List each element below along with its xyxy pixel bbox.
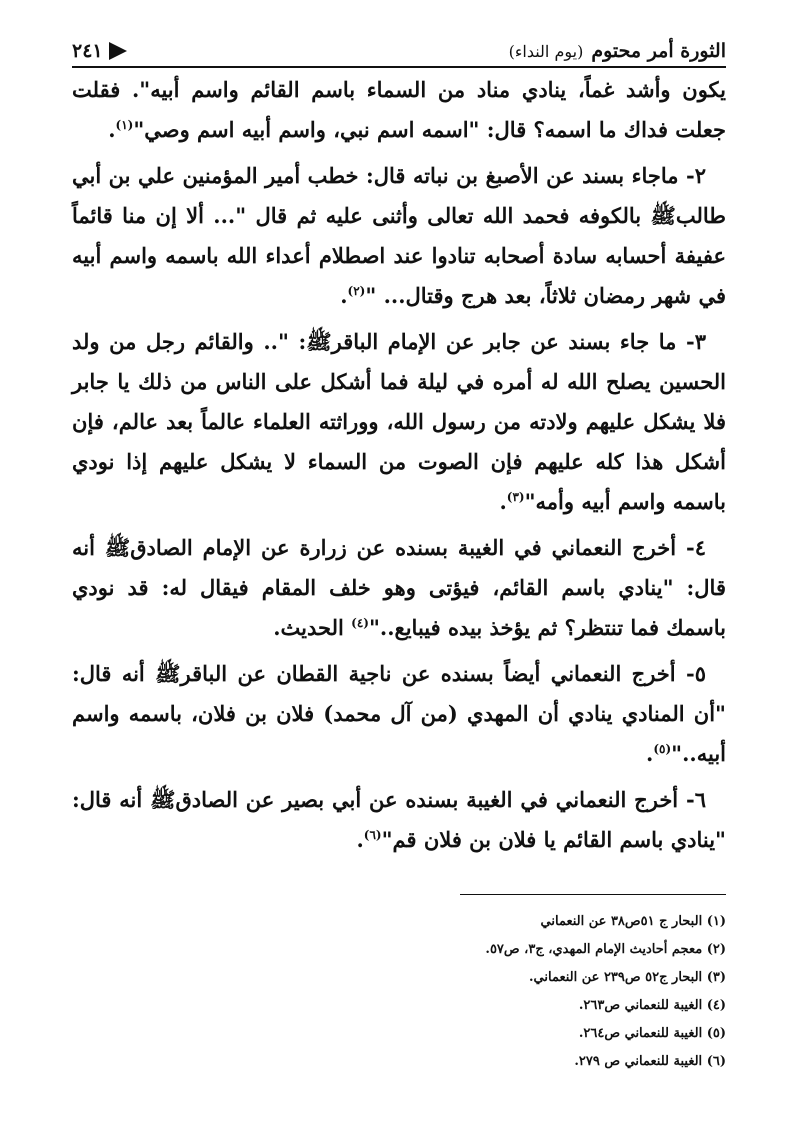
footnote-item: (٦) الغيبة للنعماني ص ٢٧٩. xyxy=(574,1054,726,1069)
paragraph-2 xyxy=(72,156,726,316)
footnote-item: (٣) البحار ج٥٢ ص٢٣٩ عن النعماني. xyxy=(529,970,726,985)
footnote-ref[interactable]: (٥) xyxy=(653,742,672,756)
paragraph-tail: . xyxy=(108,117,116,142)
footnote-ref[interactable]: (٦) xyxy=(363,828,382,842)
footnote-ref[interactable]: (١) xyxy=(115,118,134,132)
footnote-item: (٢) معجم أحاديث الإمام المهدي، ج٣، ص٥٧. xyxy=(485,942,726,957)
chevron-marker-icon xyxy=(109,42,127,60)
running-header xyxy=(72,28,726,68)
paragraph-text: ٣- ما جاء بسند عن جابر عن الإمام الباقرﷺ: ".. والقائم رجل من ولد الحسين يصلح الله له أمره في ليلة فما أشكل على الناس من ذلك يا جابر فلا يشكل عليهم ولادته من رسول الله، ووراثته العلماء عالماً بعد عالم، فإن أشكل هذا كله عليهم فإن الصوت من السماء لا يشكل عليهم إذا نودي باسمه واسم أبيه وأمه" xyxy=(72,329,726,514)
header-title: الثورة أمر محتوم xyxy=(591,40,726,62)
paragraph-text: ٥- أخرج النعماني أيضاً بسنده عن ناجية القطان عن الباقرﷺ أنه قال: "أن المنادي ينادي أن المهدي (من آل محمد) فلان بن فلان، باسمه واسم أبيه.." xyxy=(72,661,726,766)
paragraph-6 xyxy=(72,780,726,860)
paragraph-tail: . xyxy=(646,741,654,766)
footnote-item: (١) البحار ج ٥١ص٣٨ عن النعماني xyxy=(540,914,726,929)
footnote-item: (٤) الغيبة للنعماني ص٢٦٣. xyxy=(578,998,726,1013)
paragraph-text: يكون وأشد غماً، ينادي مناد من السماء باسم القائم واسم أبيه". فقلت جعلت فداك ما اسمه؟ قال: "اسمه اسم نبي، واسم أبيه اسم وصي" xyxy=(72,77,726,142)
header-title-group xyxy=(509,40,726,62)
paragraph-text: ٦- أخرج النعماني في الغيبة بسنده عن أبي بصير عن الصادقﷺ أنه قال: "ينادي باسم القائم يا فلان بن فلان قم" xyxy=(72,787,726,852)
paragraph-tail: . xyxy=(356,827,364,852)
footnote-divider xyxy=(460,894,726,895)
page-number-group xyxy=(72,40,127,62)
header-subtitle: (يوم النداء) xyxy=(508,41,584,61)
footnotes-list xyxy=(166,908,726,1076)
paragraph-5 xyxy=(72,654,726,774)
footnote-ref[interactable]: (٢) xyxy=(347,284,366,298)
paragraph-text: ٢- ماجاء بسند عن الأصبغ بن نباته قال: خطب أمير المؤمنين علي بن أبي طالبﷺ بالكوفه فحمد الله تعالى وأثنى عليه ثم قال "... ألا إن منا قائماً عفيفة أحسابه سادة أصحابه تنادوا عند اصطلام أعداء الله باسمه واسم أبيه في شهر رمضان ثلاثاً، بعد هرج وقتال... " xyxy=(72,163,726,308)
page-number: ٢٤١ xyxy=(72,40,103,62)
paragraph-3 xyxy=(72,322,726,522)
paragraph-tail: . xyxy=(340,283,348,308)
paragraph-tail: . xyxy=(499,489,507,514)
footnote-ref[interactable]: (٣) xyxy=(506,490,525,504)
paragraph-tail: الحديث. xyxy=(273,615,352,640)
paragraph-4 xyxy=(72,528,726,648)
paragraph-text: ٤- أخرج النعماني في الغيبة بسنده عن زرارة عن الإمام الصادقﷺ أنه قال: "ينادي باسم القائم، فيؤتى وهو خلف المقام فيقال له: قد نودي باسمك فما تنتظر؟ ثم يؤخذ بيده فيبايع.." xyxy=(72,535,726,640)
body-text xyxy=(72,70,726,866)
footnote-ref[interactable]: (٤) xyxy=(351,616,369,630)
paragraph-1 xyxy=(72,70,726,150)
footnote-item: (٥) الغيبة للنعماني ص٢٦٤. xyxy=(578,1026,726,1041)
